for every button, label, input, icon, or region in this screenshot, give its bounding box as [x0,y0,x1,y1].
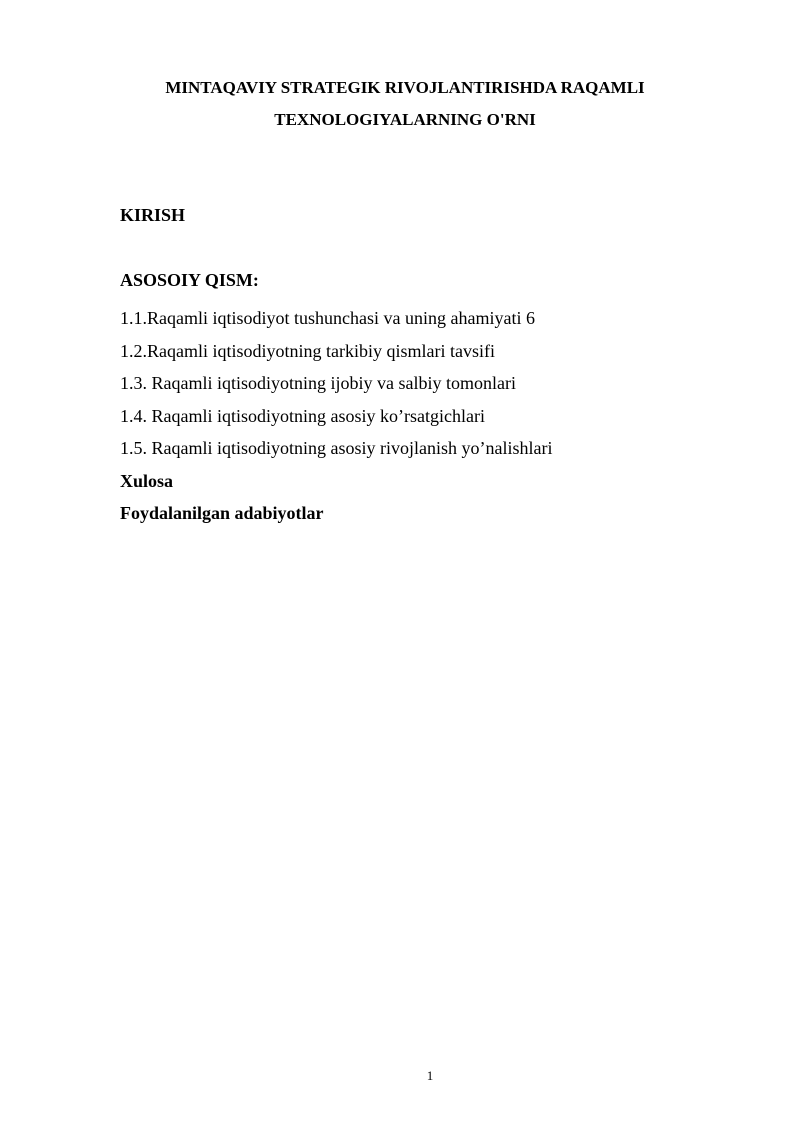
conclusion-heading: Xulosa [120,470,174,491]
toc-item-1-3: 1.3. Raqamli iqtisodiyotning ijobiy va salbiy tomonlari [120,373,516,393]
main-part-heading: ASOSOIY QISM: [120,270,259,290]
toc-item-1-4: 1.4. Raqamli iqtisodiyotning asosiy ko’rsatgichlari [120,405,485,426]
toc-item-1-5: 1.5. Raqamli iqtisodiyotning asosiy rivojlanish yo’nalishlari [120,438,553,458]
toc-item-1-1: 1.1.Raqamli iqtisodiyot tushunchasi va uning ahamiyati 6 [120,308,535,328]
page-number: 1 [426,1068,434,1083]
references-heading: Foydalanilgan adabiyotlar [120,503,324,523]
document-title: MINTAQAVIY STRATEGIK RIVOJLANTIRISHDA RAQAMLI TEXNOLOGIYALARNING O'RNI [165,78,645,129]
toc-item-1-2: 1.2.Raqamli iqtisodiyotning tarkibiy qismlari tavsifi [120,340,495,361]
table-of-contents [120,302,552,530]
intro-heading: KIRISH [120,205,186,225]
